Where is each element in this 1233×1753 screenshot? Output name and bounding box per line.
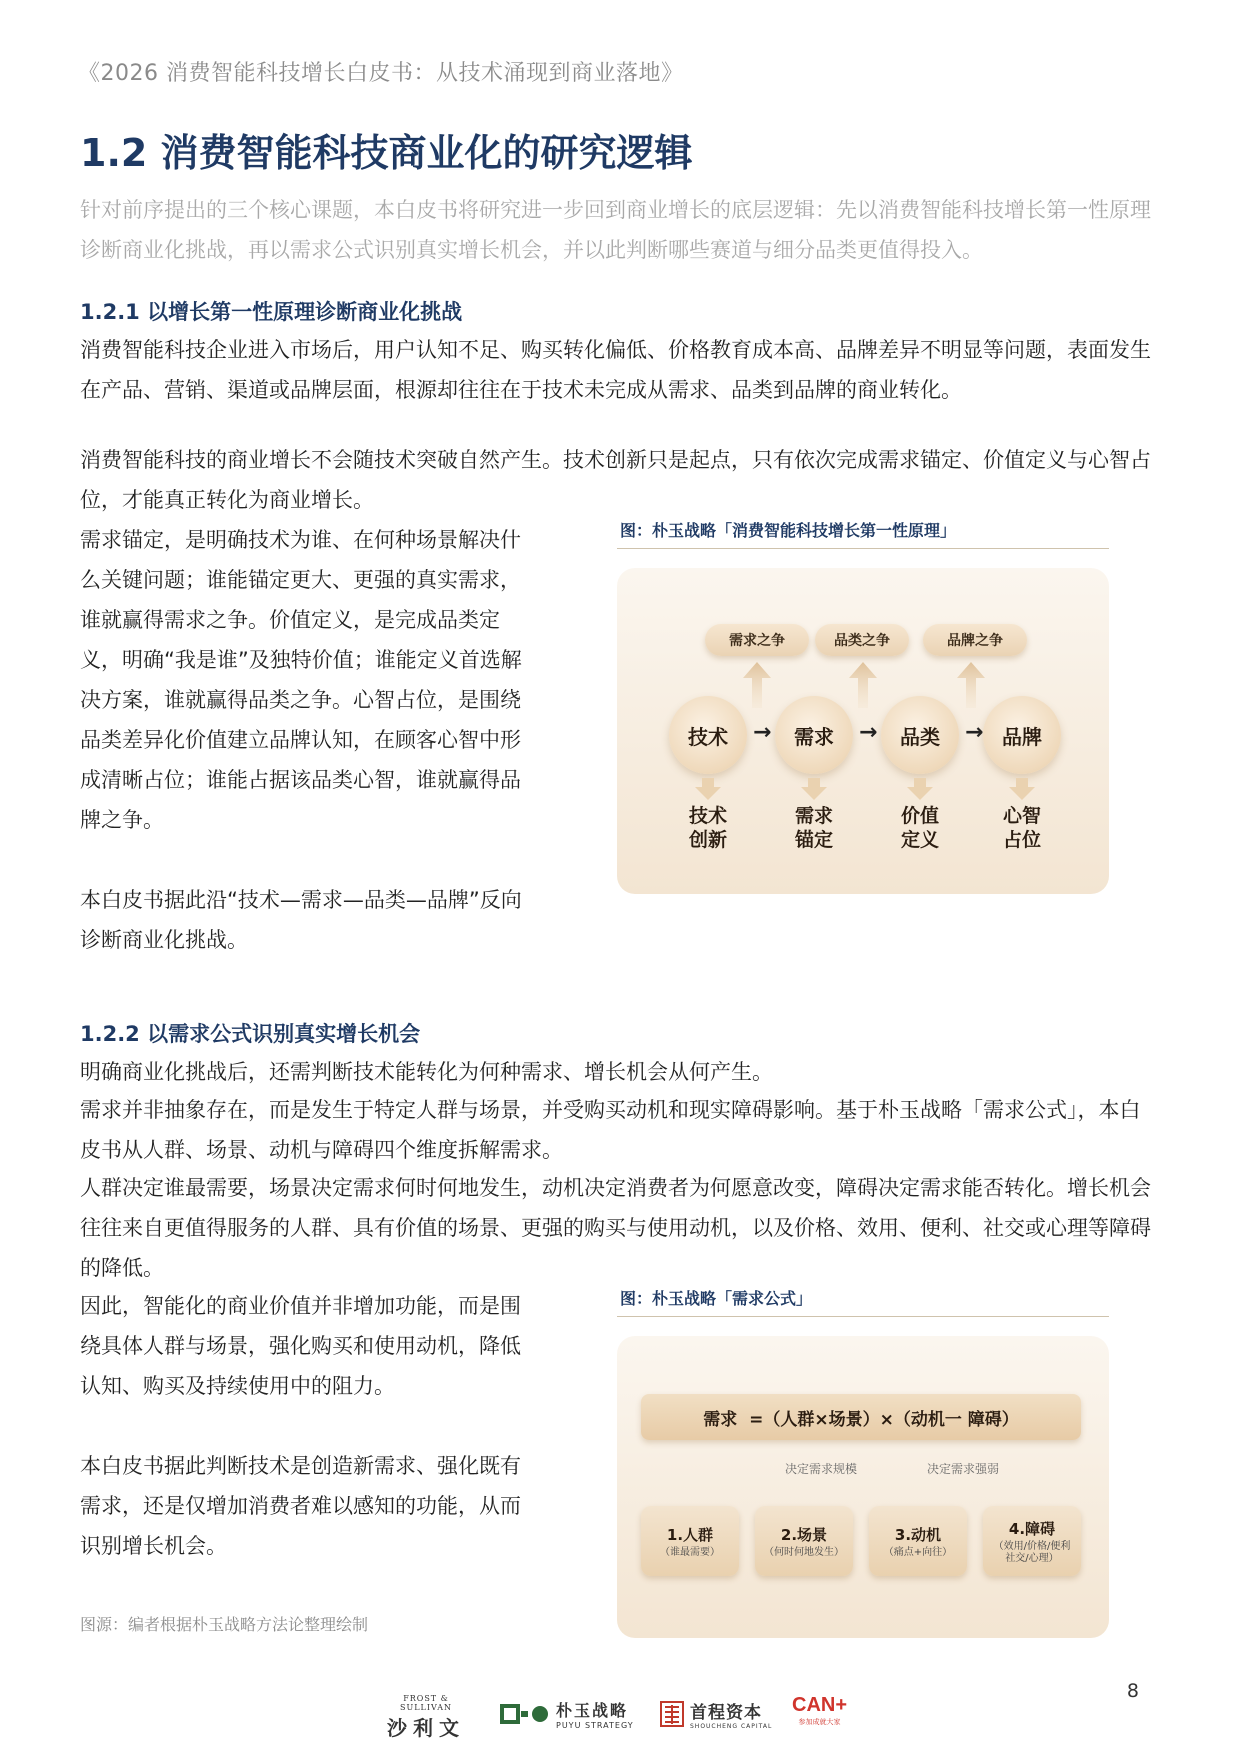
right-arrow-icon: → bbox=[859, 720, 878, 745]
label-demand-scale: 决定需求规模 bbox=[785, 1462, 858, 1476]
figure-title: 图：朴玉战略「需求公式」 bbox=[620, 1289, 813, 1308]
label-tech-innovation bbox=[677, 804, 739, 852]
paragraph: 明确商业化挑战后，还需判断技术能转化为何种需求、增长机会从何产生。 bbox=[80, 1060, 773, 1084]
section-intro: 针对前序提出的三个核心课题，本白皮书将研究进一步回到商业增长的底层逻辑：先以消费智能科技增长第一性原理诊断商业化挑战，再以需求公式识别真实增长机会，并以此判断哪些赛道与细分品类更值得投入。 bbox=[80, 198, 1151, 262]
label-demand-strength: 决定需求强弱 bbox=[927, 1462, 1000, 1476]
card-subtitle: 社交/心理） bbox=[1005, 1552, 1059, 1564]
paragraph: 需求并非抽象存在，而是发生于特定人群与场景，并受购买动机和现实障碍影响。基于朴玉战略「需求公式」，本白皮书从人群、场景、动机与障碍四个维度拆解需求。 bbox=[80, 1098, 1141, 1162]
logo-text: SHOUCHENG CAPITAL bbox=[690, 1723, 773, 1730]
label-line: 创新 bbox=[688, 829, 727, 851]
card-motivation bbox=[869, 1506, 967, 1576]
subsection-heading-122: 1.2.2 以需求公式识别真实增长机会 bbox=[80, 1022, 421, 1046]
paragraph: 消费智能科技的商业增长不会随技术突破自然产生。技术创新只是起点，只有依次完成需求锚定、价值定义与心智占位，才能真正转化为商业增长。 bbox=[80, 448, 1151, 512]
paragraph: 本白皮书据此沿“技术—需求—品类—品牌”反向诊断商业化挑战。 bbox=[80, 888, 522, 952]
paragraph: 人群决定谁最需要，场景决定需求何时何地发生，动机决定消费者为何愿意改变，障碍决定需求能否转化。增长机会往往来自更值得服务的人群、具有价值的场景、更强的购买与使用动机，以及价格、效用、便利、社交或心理等障碍的降低。 bbox=[80, 1176, 1151, 1280]
up-arrow-icon bbox=[957, 662, 985, 708]
paragraph: 需求锚定，是明确技术为谁、在何种场景解决什么关键问题；谁能锚定更大、更强的真实需求，谁就赢得需求之争。价值定义，是完成品类定义，明确“我是谁”及独特价值；谁能定义首选解决方案，谁就赢得品类之争。心智占位，是围绕品类差异化价值建立品牌认知，在顾客心智中形成清晰占位；谁能占据该品类心智，谁就赢得品牌之争。 bbox=[80, 528, 522, 832]
shoucheng-seal-icon bbox=[660, 1701, 684, 1727]
label-line: 技术 bbox=[688, 805, 727, 827]
section-title: 1.2 消费智能科技商业化的研究逻辑 bbox=[80, 131, 693, 175]
up-arrow-icon bbox=[743, 662, 771, 708]
card-scene bbox=[755, 1506, 853, 1576]
paragraph: 本白皮书据此判断技术是创造新需求、强化既有需求，还是仅增加消费者难以感知的功能，从而识别增长机会。 bbox=[80, 1454, 521, 1558]
logo-text: 首程资本 bbox=[690, 1703, 762, 1723]
frost-sullivan-logo bbox=[376, 1694, 476, 1741]
logo-text: 沙利文 bbox=[387, 1716, 465, 1740]
figure-panel bbox=[617, 568, 1109, 894]
down-arrow-icon bbox=[907, 778, 933, 800]
shoucheng-logo bbox=[660, 1698, 772, 1730]
card-subtitle: （痛点+向往） bbox=[883, 1546, 953, 1558]
puyu-mark-icon bbox=[500, 1703, 550, 1725]
label-line: 需求 bbox=[794, 805, 833, 827]
logo-text: CAN+ bbox=[792, 1694, 848, 1716]
circle-demand: 需求 bbox=[775, 696, 853, 774]
pill-brand-battle: 品牌之争 bbox=[923, 624, 1027, 656]
puyu-logo bbox=[500, 1698, 634, 1730]
label-line: 心智 bbox=[1002, 805, 1041, 827]
label-line: 锚定 bbox=[794, 829, 833, 851]
figure-source: 图源：编者根据朴玉战略方法论整理绘制 bbox=[80, 1615, 369, 1634]
card-title: 2.场景 bbox=[780, 1525, 828, 1544]
card-subtitle: （效用/价格/便利 bbox=[993, 1540, 1071, 1552]
pill-demand-battle: 需求之争 bbox=[705, 624, 809, 656]
down-arrow-icon bbox=[1009, 778, 1035, 800]
demand-formula: 需求 =（人群×场景）×（动机一 障碍） bbox=[641, 1394, 1081, 1440]
figure-panel bbox=[617, 1336, 1109, 1638]
logo-text: PUYU STRATEGY bbox=[556, 1721, 634, 1730]
label-line: 占位 bbox=[1002, 829, 1041, 851]
card-subtitle: （何时何地发生） bbox=[764, 1546, 844, 1558]
circle-technology: 技术 bbox=[669, 696, 747, 774]
subsection-heading-121: 1.2.1 以增长第一性原理诊断商业化挑战 bbox=[80, 300, 463, 324]
paragraph: 因此，智能化的商业价值并非增加功能，而是围绕具体人群与场景，强化购买和使用动机，降低认知、购买及持续使用中的阻力。 bbox=[80, 1294, 521, 1398]
card-population bbox=[641, 1506, 739, 1576]
up-arrow-icon bbox=[849, 662, 877, 708]
circle-brand: 品牌 bbox=[983, 696, 1061, 774]
logo-text: 参加成就大家 bbox=[798, 1718, 841, 1726]
card-title: 1.人群 bbox=[666, 1525, 714, 1544]
label-line: 价值 bbox=[900, 805, 939, 827]
card-title: 4.障碍 bbox=[1008, 1519, 1056, 1538]
running-header: 《2026 消费智能科技增长白皮书：从技术涌现到商业落地》 bbox=[78, 61, 684, 86]
right-arrow-icon: → bbox=[965, 720, 984, 745]
label-demand-anchoring bbox=[783, 804, 845, 852]
right-arrow-icon: → bbox=[753, 720, 772, 745]
down-arrow-icon bbox=[801, 778, 827, 800]
label-line: 定义 bbox=[900, 829, 939, 851]
label-mind-positioning bbox=[991, 804, 1053, 852]
figure-title: 图：朴玉战略「消费智能科技增长第一性原理」 bbox=[620, 521, 957, 540]
down-arrow-icon bbox=[695, 778, 721, 800]
label-value-definition bbox=[889, 804, 951, 852]
card-obstacle bbox=[983, 1506, 1081, 1576]
card-subtitle: （谁最需要） bbox=[660, 1546, 720, 1558]
card-title: 3.动机 bbox=[894, 1525, 942, 1544]
pill-category-battle: 品类之争 bbox=[815, 624, 909, 656]
figure-rule bbox=[617, 1316, 1109, 1317]
logo-text: FROST & SULLIVAN bbox=[399, 1694, 453, 1712]
logo-text: 朴玉战略 bbox=[556, 1701, 629, 1720]
figure-rule bbox=[617, 548, 1109, 549]
paragraph: 消费智能科技企业进入市场后，用户认知不足、购买转化偏低、价格教育成本高、品牌差异不明显等问题，表面发生在产品、营销、渠道或品牌层面，根源却往往在于技术未完成从需求、品类到品牌的商业转化。 bbox=[80, 338, 1151, 402]
can-plus-logo bbox=[792, 1694, 847, 1727]
circle-category: 品类 bbox=[881, 696, 959, 774]
page-number: 8 bbox=[1126, 1680, 1139, 1702]
